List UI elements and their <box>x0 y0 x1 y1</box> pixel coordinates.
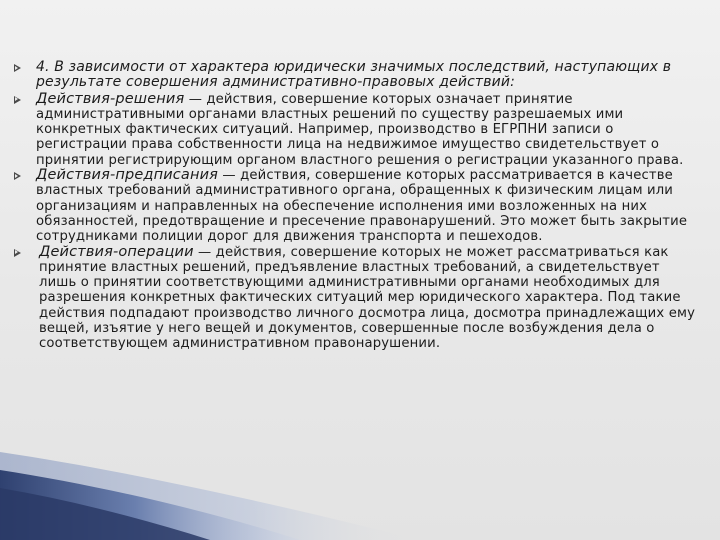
term-definition: — действия, совершение которых не может рассматриваться как принятие властных решений, предъявление властных требований, а свидетельствует лишь о принятии соответствующими административными органами необходимых для разрешения конкретных фактических ситуаций мер юридического характера. Под такие действия подпадают производство личного досмотра лица, досмотра принадлежащих ему вещей, изъятие у него вещей и документов, совершенные после возбуждения дела о соответствующем административном правонарушении. <box>39 244 696 352</box>
list-item <box>10 60 700 91</box>
term-decisions: Действия-решения <box>36 90 185 107</box>
triangle-bullet-icon <box>14 172 21 180</box>
triangle-bullet-icon <box>14 64 21 72</box>
list-item <box>10 168 700 244</box>
triangle-bullet-icon <box>14 249 21 257</box>
term-definition: — действия, совершение которых рассматривается в качестве властных требований административного органа, обращенных к физическим лицам или организациям и направленных на обеспечение исполнения ими возложенных на них обязанностей, предотвращение и пресечение правонарушений. Это может быть закрытие сотрудниками полиции дорог для движения транспорта и пешеходов. <box>36 168 688 245</box>
term-definition: — действия, совершение которых означает принятие административными органами властных решений по существу разрешаемых ими конкретных фактических ситуаций. Например, производство в ЕГРПНИ записи о регистрации права собственности лица на недвижимое имущество свидетельствует о принятии регистрирующим органом властного решения о регистрации указанного права. <box>36 91 684 168</box>
triangle-bullet-icon <box>14 96 21 104</box>
term-prescriptions: Действия-предписания <box>36 167 219 184</box>
list-item <box>10 245 700 352</box>
term-operations: Действия-операции <box>39 243 194 260</box>
slide-content <box>10 60 700 352</box>
list-item <box>10 92 700 168</box>
section-heading: 4. В зависимости от характера юридически значимых последствий, наступающих в результате совершения административно-правовых действий: <box>36 59 672 91</box>
